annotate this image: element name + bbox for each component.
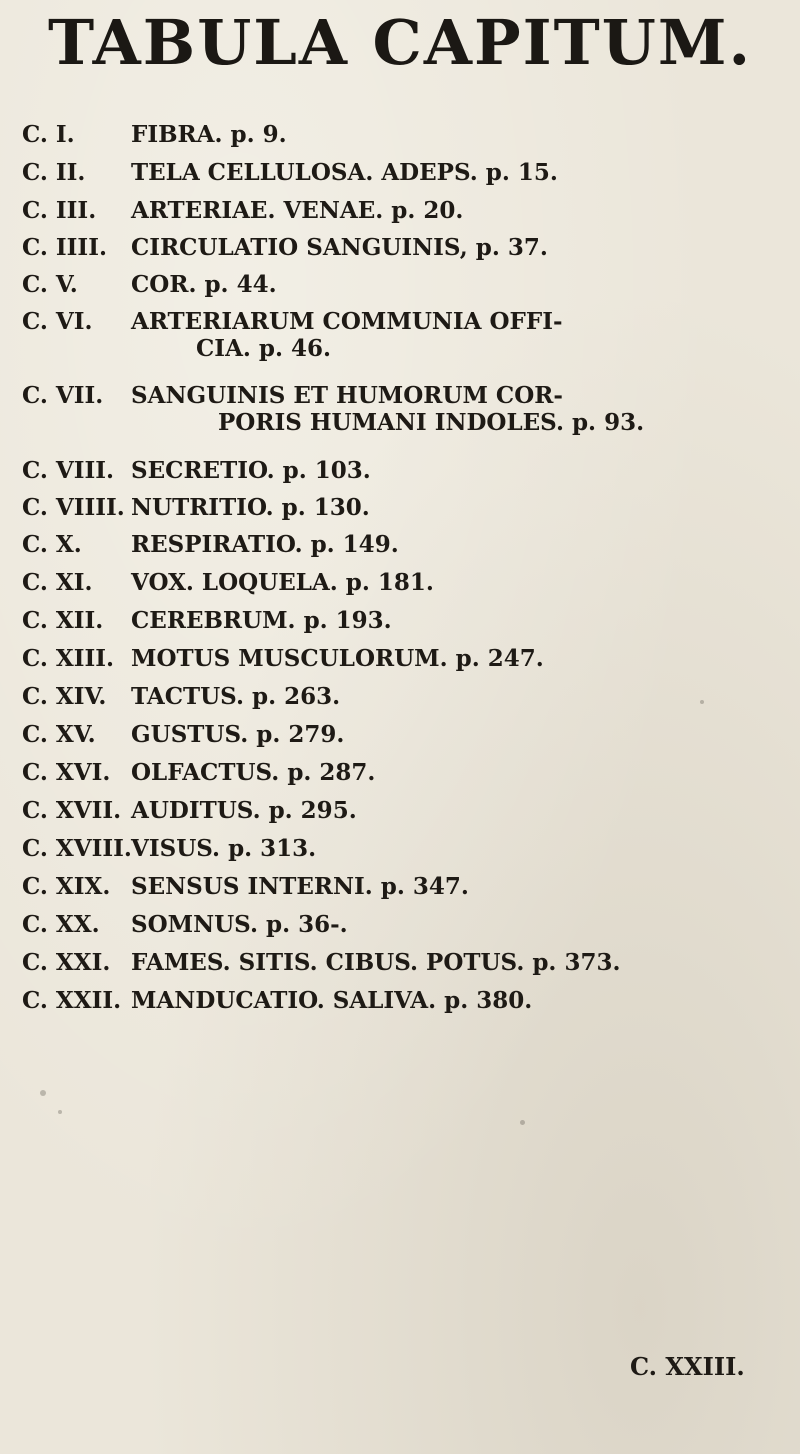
chapter-title: ARTERIARUM COMMUNIA OFFI-	[131, 308, 563, 335]
chapter-number: C. VIII.	[22, 457, 115, 484]
chapter-number: C. I.	[22, 121, 75, 148]
chapter-number: C. XVIII.	[22, 835, 132, 862]
chapter-title: CEREBRUM. p. 193.	[131, 607, 392, 634]
chapter-title: SANGUINIS ET HUMORUM COR-	[131, 382, 563, 409]
chapter-number: C. XI.	[22, 569, 93, 596]
chapter-title: GUSTUS. p. 279.	[131, 721, 345, 748]
chapter-number: C. XVII.	[22, 797, 122, 824]
chapter-title: SENSUS INTERNI. p. 347.	[131, 873, 469, 900]
catchword: C. XXIII.	[630, 1352, 745, 1381]
chapter-title-continuation: PORIS HUMANI INDOLES. p. 93.	[218, 409, 645, 436]
chapter-number: C. VII.	[22, 382, 104, 409]
chapter-title: CIRCULATIO SANGUINIS, p. 37.	[131, 234, 548, 261]
chapter-title: MOTUS MUSCULORUM. p. 247.	[131, 645, 544, 672]
chapter-number: C. XII.	[22, 607, 104, 634]
chapter-number: C. V.	[22, 271, 78, 298]
chapter-number: C. XIII.	[22, 645, 115, 672]
chapter-title: SOMNUS. p. 36-.	[131, 911, 348, 938]
chapter-title: ARTERIAE. VENAE. p. 20.	[131, 197, 464, 224]
chapter-title: COR. p. 44.	[131, 271, 277, 298]
chapter-title: RESPIRATIO. p. 149.	[131, 531, 399, 558]
ink-speck	[58, 1110, 62, 1114]
chapter-title: NUTRITIO. p. 130.	[131, 494, 370, 521]
chapter-number: C. XX.	[22, 911, 100, 938]
chapter-number: C. XXII.	[22, 987, 122, 1014]
chapter-title: TELA CELLULOSA. ADEPS. p. 15.	[131, 159, 558, 186]
chapter-title: VOX. LOQUELA. p. 181.	[131, 569, 434, 596]
chapter-title: AUDITUS. p. 295.	[131, 797, 357, 824]
ink-speck	[40, 1090, 46, 1096]
chapter-number: C. XV.	[22, 721, 96, 748]
chapter-number: C. II.	[22, 159, 86, 186]
page-title: TABULA CAPITUM.	[47, 6, 753, 79]
chapter-number: C. XXI.	[22, 949, 111, 976]
chapter-title: FIBRA. p. 9.	[131, 121, 287, 148]
chapter-title-continuation: CIA. p. 46.	[196, 335, 332, 362]
chapter-number: C. VI.	[22, 308, 93, 335]
chapter-number: C. X.	[22, 531, 82, 558]
chapter-title: TACTUS. p. 263.	[131, 683, 341, 710]
chapter-number: C. XIX.	[22, 873, 111, 900]
chapter-title: FAMES. SITIS. CIBUS. POTUS. p. 373.	[131, 949, 621, 976]
chapter-title: SECRETIO. p. 103.	[131, 457, 371, 484]
chapter-number: C. III.	[22, 197, 97, 224]
chapter-number: C. IIII.	[22, 234, 107, 261]
chapter-number: C. XIV.	[22, 683, 107, 710]
ink-speck	[700, 700, 704, 704]
chapter-title: MANDUCATIO. SALIVA. p. 380.	[131, 987, 533, 1014]
chapter-title: VISUS. p. 313.	[131, 835, 317, 862]
chapter-title: OLFACTUS. p. 287.	[131, 759, 376, 786]
ink-speck	[520, 1120, 525, 1125]
chapter-number: C. XVI.	[22, 759, 111, 786]
chapter-number: C. VIIII.	[22, 494, 125, 521]
